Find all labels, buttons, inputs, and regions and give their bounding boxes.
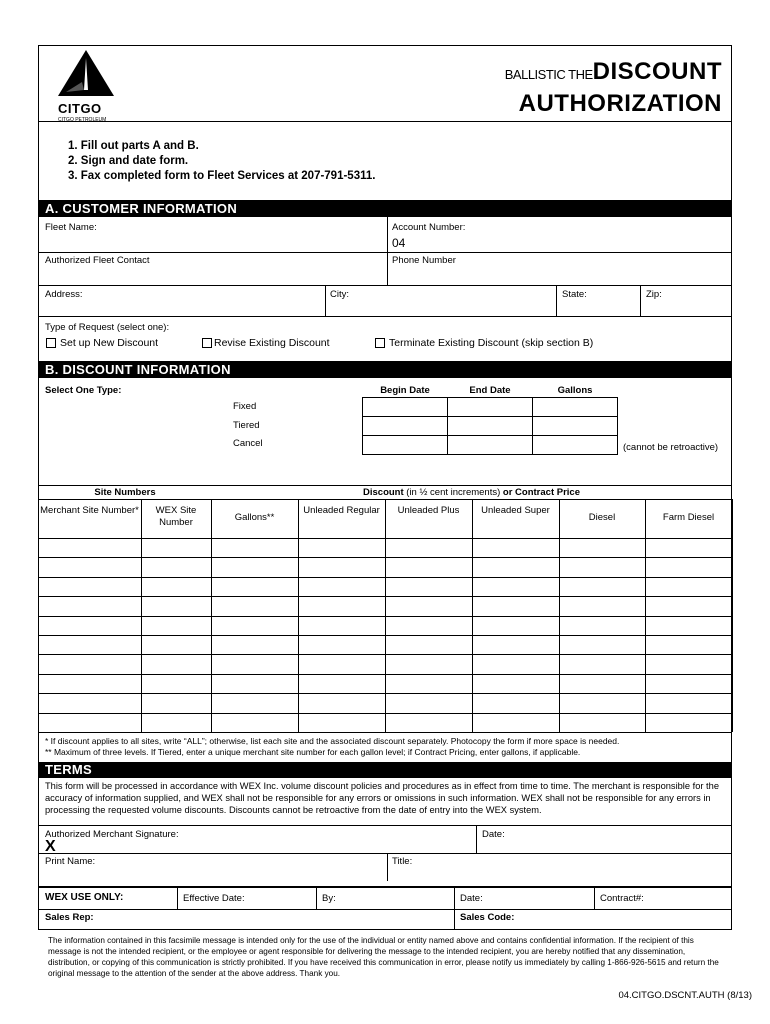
print-name-label: Print Name: bbox=[45, 856, 96, 867]
authorized-contact-label: Authorized Fleet Contact bbox=[45, 255, 150, 266]
discount-header-bold2: or Contract Price bbox=[502, 487, 580, 498]
sales-code-label: Sales Code: bbox=[460, 912, 515, 923]
form-code: 04.CITGO.DSCNT.AUTH (8/13) bbox=[618, 990, 752, 1001]
discount-header-plain: (in ½ cent increments) bbox=[403, 487, 503, 498]
table-row[interactable] bbox=[38, 674, 732, 675]
date-grid-cell[interactable] bbox=[362, 397, 448, 417]
table-row[interactable] bbox=[38, 654, 732, 655]
city-label: City: bbox=[330, 289, 349, 300]
begin-date-header: Begin Date bbox=[380, 385, 430, 396]
signature-field[interactable] bbox=[62, 840, 472, 854]
table-row[interactable] bbox=[38, 693, 732, 694]
divider bbox=[38, 285, 732, 286]
table-column-header: Diesel bbox=[588, 512, 616, 523]
terminate-existing-checkbox[interactable] bbox=[375, 338, 385, 348]
date-grid-cell[interactable] bbox=[447, 435, 533, 455]
retro-note: (cannot be retroactive) bbox=[623, 442, 719, 453]
title-prefix: BALLISTIC THE bbox=[504, 67, 593, 82]
account-number-field[interactable]: 04 bbox=[392, 236, 406, 250]
date-grid-cell[interactable] bbox=[447, 397, 533, 417]
table-column-header: Merchant Site Number* bbox=[40, 505, 139, 516]
table-row[interactable] bbox=[38, 713, 732, 714]
table-row[interactable] bbox=[38, 577, 732, 578]
terms-header: TERMS bbox=[39, 762, 731, 778]
divider bbox=[38, 825, 732, 826]
type-fixed: Fixed bbox=[233, 401, 257, 412]
section-b-header: B. DISCOUNT INFORMATION bbox=[39, 361, 731, 378]
table-row[interactable] bbox=[38, 635, 732, 636]
discount-header-bold: Discount bbox=[363, 487, 404, 498]
type-cancel: Cancel bbox=[233, 438, 263, 449]
divider bbox=[594, 887, 595, 909]
step-3: 3. Fax completed form to Fleet Services at 207-791-5311. bbox=[68, 170, 376, 182]
divider bbox=[38, 499, 732, 500]
footnote-2: ** Maximum of three levels. If Tiered, enter a unique merchant site number for each gallon level; if Contract Pricing, enter gallons, if applicable. bbox=[45, 747, 581, 757]
table-column-header: Unleaded Super bbox=[481, 505, 550, 516]
fleet-name-label: Fleet Name: bbox=[45, 222, 97, 233]
gallons-header: Gallons bbox=[557, 385, 593, 396]
terms-text: This form will be processed in accordance with WEX Inc. volume discount policies and procedures as in effect from time to time. The merchant is responsible for the accuracy of information supplied, and WEX shall not be responsible for any errors or omissions in such information. WEX shall not be responsible for any errors in processing the requested volume discounts. Discounts cannot be retroactive from the date of entry into the WEX system. bbox=[45, 781, 719, 815]
signature-label: Authorized Merchant Signature: bbox=[45, 829, 179, 840]
site-numbers-header: Site Numbers bbox=[94, 487, 156, 498]
date-grid-cell[interactable] bbox=[532, 416, 618, 436]
table-column-header: Unleaded Plus bbox=[397, 505, 460, 516]
title-line1: DISCOUNT bbox=[592, 58, 722, 85]
instruction-list bbox=[68, 139, 375, 184]
date-grid-cell[interactable] bbox=[532, 397, 618, 417]
divider bbox=[387, 853, 388, 881]
by-label: By: bbox=[322, 893, 336, 904]
table-column-header: Gallons** bbox=[234, 512, 275, 523]
title-label: Title: bbox=[392, 856, 413, 867]
wex-use-label: WEX USE ONLY: bbox=[45, 892, 124, 903]
revise-existing-checkbox[interactable] bbox=[202, 338, 212, 348]
table-column-header: Farm Diesel bbox=[662, 512, 715, 523]
effective-date-label: Effective Date: bbox=[183, 893, 245, 904]
divider bbox=[38, 252, 732, 253]
divider bbox=[38, 909, 732, 910]
logo-text: CITGO bbox=[58, 101, 102, 116]
table-row[interactable] bbox=[38, 616, 732, 617]
date-grid-cell[interactable] bbox=[362, 416, 448, 436]
state-label: State: bbox=[562, 289, 587, 300]
section-a-header: A. CUSTOMER INFORMATION bbox=[39, 200, 731, 217]
zip-label: Zip: bbox=[646, 289, 662, 300]
table-column-header: Unleaded Regular bbox=[303, 505, 380, 516]
setup-new-label: Set up New Discount bbox=[60, 337, 159, 349]
type-tiered: Tiered bbox=[233, 420, 260, 431]
setup-new-checkbox[interactable] bbox=[46, 338, 56, 348]
logo-subtext: CITGO PETROLEUM bbox=[58, 117, 107, 123]
divider bbox=[38, 538, 732, 539]
sales-rep-label: Sales Rep: bbox=[45, 912, 94, 923]
divider bbox=[732, 499, 733, 732]
step-1: 1. Fill out parts A and B. bbox=[68, 140, 199, 152]
divider bbox=[38, 316, 732, 317]
date-grid-cell[interactable] bbox=[532, 435, 618, 455]
select-type-label: Select One Type: bbox=[45, 385, 122, 396]
divider bbox=[640, 285, 641, 316]
address-label: Address: bbox=[45, 289, 83, 300]
footnote-1: * If discount applies to all sites, write “ALL”; otherwise, list each site and the associated discount separately. Photocopy the form if more space is needed. bbox=[45, 736, 620, 746]
citgo-logo bbox=[58, 50, 118, 123]
page-title bbox=[505, 58, 722, 86]
phone-number-label: Phone Number bbox=[392, 255, 456, 266]
divider bbox=[387, 217, 388, 285]
date-grid-cell[interactable] bbox=[362, 435, 448, 455]
date-grid-cell[interactable] bbox=[447, 416, 533, 436]
divider bbox=[316, 887, 317, 909]
divider bbox=[38, 485, 732, 486]
contract-label: Contract#: bbox=[600, 893, 644, 904]
account-number-label: Account Number: bbox=[392, 222, 466, 233]
disclaimer-text: The information contained in this facsimile message is intended only for the use of the individual or entity named above and contains confidential information. If the recipient of this message is not the intended recipient, or the employee or agent responsible for delivering the message to the intended recipient, you are hereby notified that any dissemination, distribution, or copying of this communication is strictly prohibited. If you have received this communication in error, please notify us immediately by calling 1-866-926-5615 and return the original message to the attention of the sender at the above address. Thank you. bbox=[48, 936, 719, 978]
divider bbox=[177, 887, 178, 909]
title-line2: AUTHORIZATION bbox=[518, 90, 722, 117]
end-date-header: End Date bbox=[469, 385, 511, 396]
wex-date-label: Date: bbox=[460, 893, 483, 904]
divider bbox=[556, 285, 557, 316]
divider bbox=[325, 285, 326, 316]
divider bbox=[38, 886, 732, 888]
revise-existing-label: Revise Existing Discount bbox=[214, 337, 330, 349]
terminate-existing-label: Terminate Existing Discount (skip section B) bbox=[389, 337, 594, 349]
signature-x-mark: X bbox=[45, 838, 56, 855]
triangle-logo-icon bbox=[58, 50, 114, 98]
table-row[interactable] bbox=[38, 596, 732, 597]
divider bbox=[476, 825, 477, 853]
divider bbox=[38, 121, 732, 122]
table-row[interactable] bbox=[38, 557, 732, 558]
discount-header bbox=[212, 487, 731, 498]
date-label: Date: bbox=[482, 829, 505, 840]
fleet-name-field[interactable] bbox=[40, 234, 385, 252]
step-2: 2. Sign and date form. bbox=[68, 155, 189, 167]
request-type-label: Type of Request (select one): bbox=[45, 322, 170, 333]
table-row[interactable] bbox=[38, 732, 732, 733]
table-column-header: WEX Site Number bbox=[155, 505, 197, 528]
divider bbox=[38, 853, 732, 854]
